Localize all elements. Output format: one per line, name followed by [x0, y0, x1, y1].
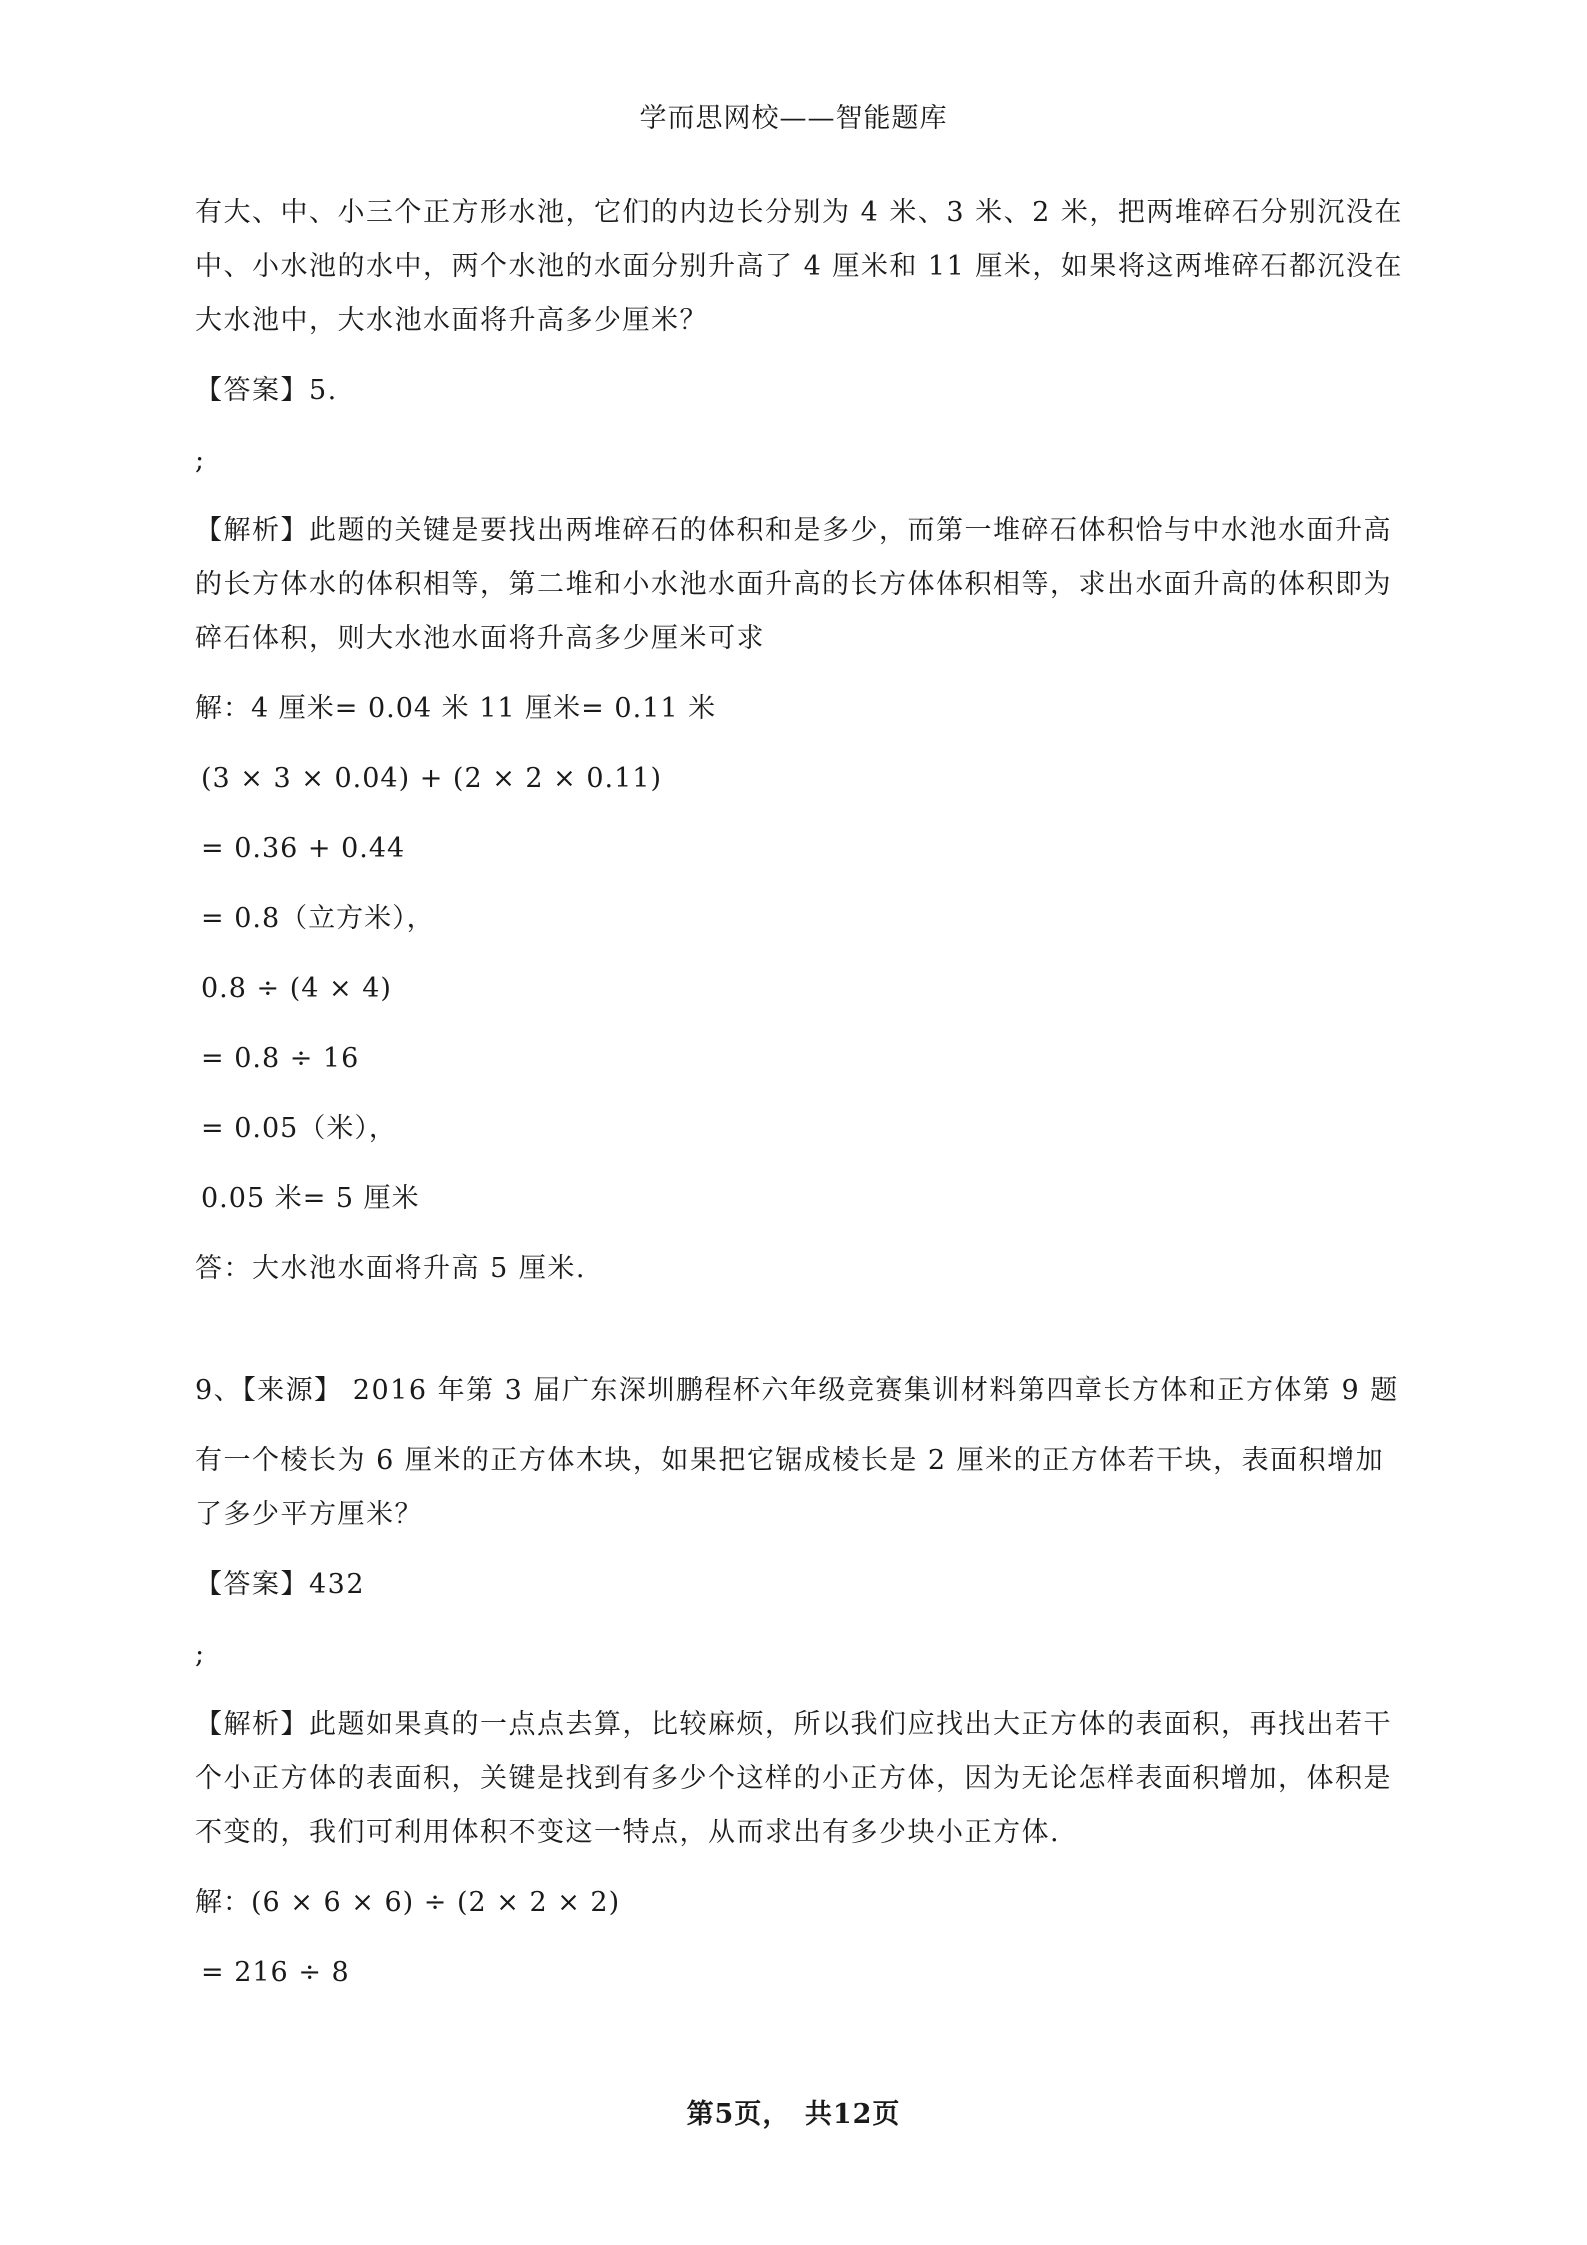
page-number: 第5页， 共12页	[686, 2099, 901, 2130]
solution-line: (3 × 3 × 0.04) + (2 × 2 × 0.11)	[201, 763, 663, 794]
question-8-analysis	[195, 504, 1410, 666]
source-label: 【来源】	[242, 1375, 343, 1406]
question-number: 9、	[195, 1375, 243, 1406]
separator: ;	[195, 445, 205, 476]
solution-line: = 0.8（立方米），	[201, 903, 435, 934]
analysis-label: 【解析】	[195, 1709, 309, 1740]
analysis-label: 【解析】	[195, 515, 309, 546]
solution-line: = 0.8 ÷ 16	[201, 1043, 360, 1074]
analysis-text: 此题如果真的一点点去算，比较麻烦，所以我们应找出大正方体的表面积，再找出若干个小正方体的表面积，关键是找到有多少个这样的小正方体，因为无论怎样表面积增加，体积是不变的，我们可利用体积不变这一特点，从而求出有多少块小正方体.	[195, 1709, 1392, 1848]
solution-line: 0.8 ÷ (4 × 4)	[201, 973, 392, 1004]
answer-value: 432	[309, 1569, 366, 1600]
answer-value: 5.	[309, 375, 338, 406]
answer-label: 【答案】	[195, 1569, 309, 1600]
solution-line: 0.05 米= 5 厘米	[201, 1183, 420, 1214]
analysis-text: 此题的关键是要找出两堆碎石的体积和是多少，而第一堆碎石体积恰与中水池水面升高的长方体水的体积相等，第二堆和小水池水面升高的长方体体积相等，求出水面升高的体积即为碎石体积，则大水池水面将升高多少厘米可求	[195, 515, 1392, 654]
question-9-stem: 有一个棱长为 6 厘米的正方体木块，如果把它锯成棱长是 2 厘米的正方体若干块，表面积增加了多少平方厘米？	[195, 1445, 1385, 1530]
solution-line: = 0.05（米），	[201, 1113, 397, 1144]
solution-line: = 216 ÷ 8	[201, 1957, 350, 1988]
page-header-title: 学而思网校——智能题库	[639, 103, 948, 134]
source-text: 2016 年第 3 届广东深圳鹏程杯六年级竞赛集训材料第四章长方体和正方体第 9 题	[352, 1375, 1399, 1406]
question-9-analysis	[195, 1698, 1410, 1860]
answer-label: 【答案】	[195, 375, 309, 406]
solution-line: 解：(6 × 6 × 6) ÷ (2 × 2 × 2)	[195, 1887, 621, 1918]
document-body	[195, 186, 1410, 2016]
question-9-source	[195, 1364, 1410, 1418]
section-gap	[195, 1312, 1410, 1364]
question-8-answer	[195, 364, 1410, 418]
solution-line: = 0.36 + 0.44	[201, 833, 406, 864]
question-8-stem: 有大、中、小三个正方形水池，它们的内边长分别为 4 米、3 米、2 米，把两堆碎石分别沉没在中、小水池的水中，两个水池的水面分别升高了 4 厘米和 11 厘米，如果将这两堆碎石都沉没在大水池中，大水池水面将升高多少厘米？	[195, 197, 1403, 336]
question-8-conclusion: 答：大水池水面将升高 5 厘米.	[195, 1253, 586, 1284]
separator: ;	[195, 1639, 205, 1670]
question-9-answer	[195, 1558, 1410, 1612]
solution-line: 解：4 厘米= 0.04 米 11 厘米= 0.11 米	[195, 693, 717, 724]
